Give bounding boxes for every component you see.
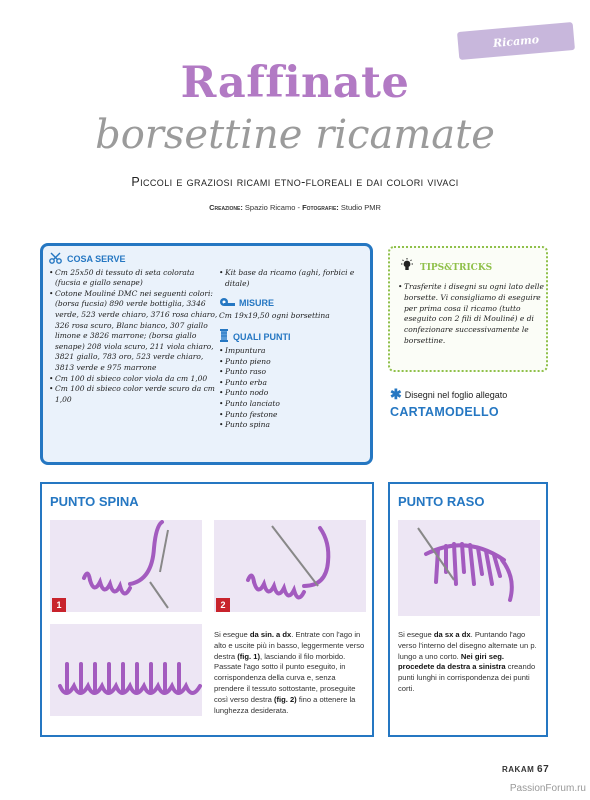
materials-box (40, 243, 373, 465)
cosa-serve-title: COSA SERVE (67, 254, 126, 264)
desc-bold: da sin. a dx (249, 630, 292, 639)
punti-heading (219, 329, 369, 345)
watermark: PassionForum.ru (509, 783, 586, 794)
punto-raso-figure (398, 520, 540, 616)
list-item: • Cm 25x50 di tessuto di seta colorata (fucsia e giallo senape) (49, 268, 219, 289)
punti-title: QUALI PUNTI (233, 331, 291, 342)
desc-text: Si esegue (398, 630, 434, 639)
cosa-serve-heading (49, 252, 219, 267)
punto-raso-panel (388, 482, 548, 737)
punto-spina-figure-2 (214, 520, 366, 612)
credits (0, 203, 590, 212)
patterns-line1-row (390, 386, 560, 403)
patterns-line2: CARTAMODELLO (390, 405, 499, 419)
materials-left-column (49, 252, 219, 405)
punto-spina-figure-result (50, 624, 202, 716)
section-tag-label: Ricamo (492, 32, 540, 50)
tips-heading (400, 258, 492, 277)
punto-raso-title: PUNTO RASO (398, 494, 485, 509)
tips-title: TIPS&TRICKS (420, 262, 493, 273)
step-badge-2: 2 (216, 598, 230, 612)
list-item: • Cm 100 di sbieco color viola da cm 1,00 (49, 374, 219, 385)
magazine-name: RAKAM (502, 765, 535, 774)
tape-measure-icon (219, 297, 235, 310)
stitch-illustration-result (50, 624, 202, 716)
list-item: • Punto spina (219, 420, 369, 431)
page-footer (502, 764, 549, 775)
list-item: • Punto nodo (219, 388, 369, 399)
credits-separator: - (297, 203, 300, 212)
desc-bold: Nei giri seg. procedete da destra a sinistra (398, 651, 506, 672)
punto-spina-panel (40, 482, 374, 737)
tips-list (398, 282, 544, 347)
materials-right-column (219, 268, 369, 431)
patterns-line1: Disegni nel foglio allegato (404, 389, 508, 400)
list-item: • Impuntura (219, 346, 369, 357)
misure-title: MISURE (239, 298, 275, 309)
punto-spina-title: PUNTO SPINA (50, 494, 139, 509)
punto-spina-description (214, 630, 368, 716)
cosa-serve-list (49, 268, 219, 406)
desc-text: . Entrate con l'ago in alto e uscite più in basso, leggermente verso destra (214, 630, 365, 661)
step-badge-1: 1 (52, 598, 66, 612)
list-item: • Punto raso (219, 367, 369, 378)
creation-value: Spazio Ricamo (244, 203, 296, 212)
list-item: • Kit base da ricamo (aghi, forbici e ditale) (219, 268, 369, 289)
photo-value: Studio PMR (340, 203, 381, 212)
page-subtitle: Piccoli e graziosi ricami etno-floreali e dai colori vivaci (131, 175, 459, 189)
page-title-line1: Raffinate (180, 58, 410, 108)
flower-icon: ✱ (390, 386, 402, 402)
tips-box (388, 246, 548, 372)
photo-label: Fotografie: (302, 203, 339, 212)
desc-bold: (fig. 1) (237, 651, 260, 661)
thread-spool-icon (219, 329, 229, 345)
list-item: • Punto pieno (219, 357, 369, 368)
list-item: • Punto erba (219, 378, 369, 389)
stitch-illustration-1 (50, 520, 202, 612)
desc-text: Si esegue (214, 630, 250, 639)
punto-spina-figure-1 (50, 520, 202, 612)
extra-list (219, 268, 369, 289)
scissors-icon (49, 252, 63, 267)
section-tag (457, 22, 575, 60)
stitch-illustration-raso (398, 520, 540, 616)
list-item: • Cotone Mouliné DMC nei seguenti colori: (borsa fucsia) 890 verde bottiglia, 3346 verde, 523 verde chiaro, 3716 rosa chiaro, 326 rosa scuro, Blanc bianco, 307 giallo limone e 3826 marrone; (borsa giallo senape) 208 viola scuro, 211 viola chiaro, 3821 giallo, 783 oro, 523 verde chiaro, 3813 verde e 975 marrone (49, 289, 219, 374)
list-item: • Cm 100 di sbieco color verde scuro da cm 1,00 (49, 384, 219, 405)
desc-text: fino a ottenere la lunghezza desiderata. (214, 694, 356, 715)
stitch-illustration-2 (214, 520, 366, 612)
lightbulb-icon (400, 258, 414, 277)
desc-text: . Puntando l'ago verso l'interno del disegno alternate un p. lungo a uno corto. (398, 630, 537, 661)
creation-label: Creazione: (209, 203, 243, 212)
patterns-note (390, 386, 560, 419)
page-title-line2: borsettine ricamate (95, 112, 495, 158)
punti-list (219, 346, 369, 431)
punto-raso-description (398, 630, 542, 695)
misure-text: Cm 19x19,50 ogni borsettina (219, 310, 330, 320)
desc-bold: da sx a dx (433, 630, 471, 639)
desc-bold: (fig. 2) (273, 694, 297, 704)
list-item: • Punto lanciato (219, 399, 369, 410)
page-number: 67 (537, 764, 550, 775)
misure-heading (219, 297, 369, 310)
list-item: • Punto festone (219, 410, 369, 421)
desc-text: creando punti lunghi in corrispondenza dei punti corti. (398, 662, 536, 693)
tips-text: • Trasferite i disegni su ogni lato delle borsette. Vi consigliamo di eseguire per prima cosa il ricamo (tutto eseguito con 2 fili di Mouliné) e di confezionare successivamente le borsettine. (398, 282, 544, 347)
desc-text: , lasciando il filo morbido. Passate l'ago sotto il punto eseguito, in corrispondenza della curva e, senza prendere il tessuto sottostante, proseguite così verso destra (214, 651, 356, 704)
